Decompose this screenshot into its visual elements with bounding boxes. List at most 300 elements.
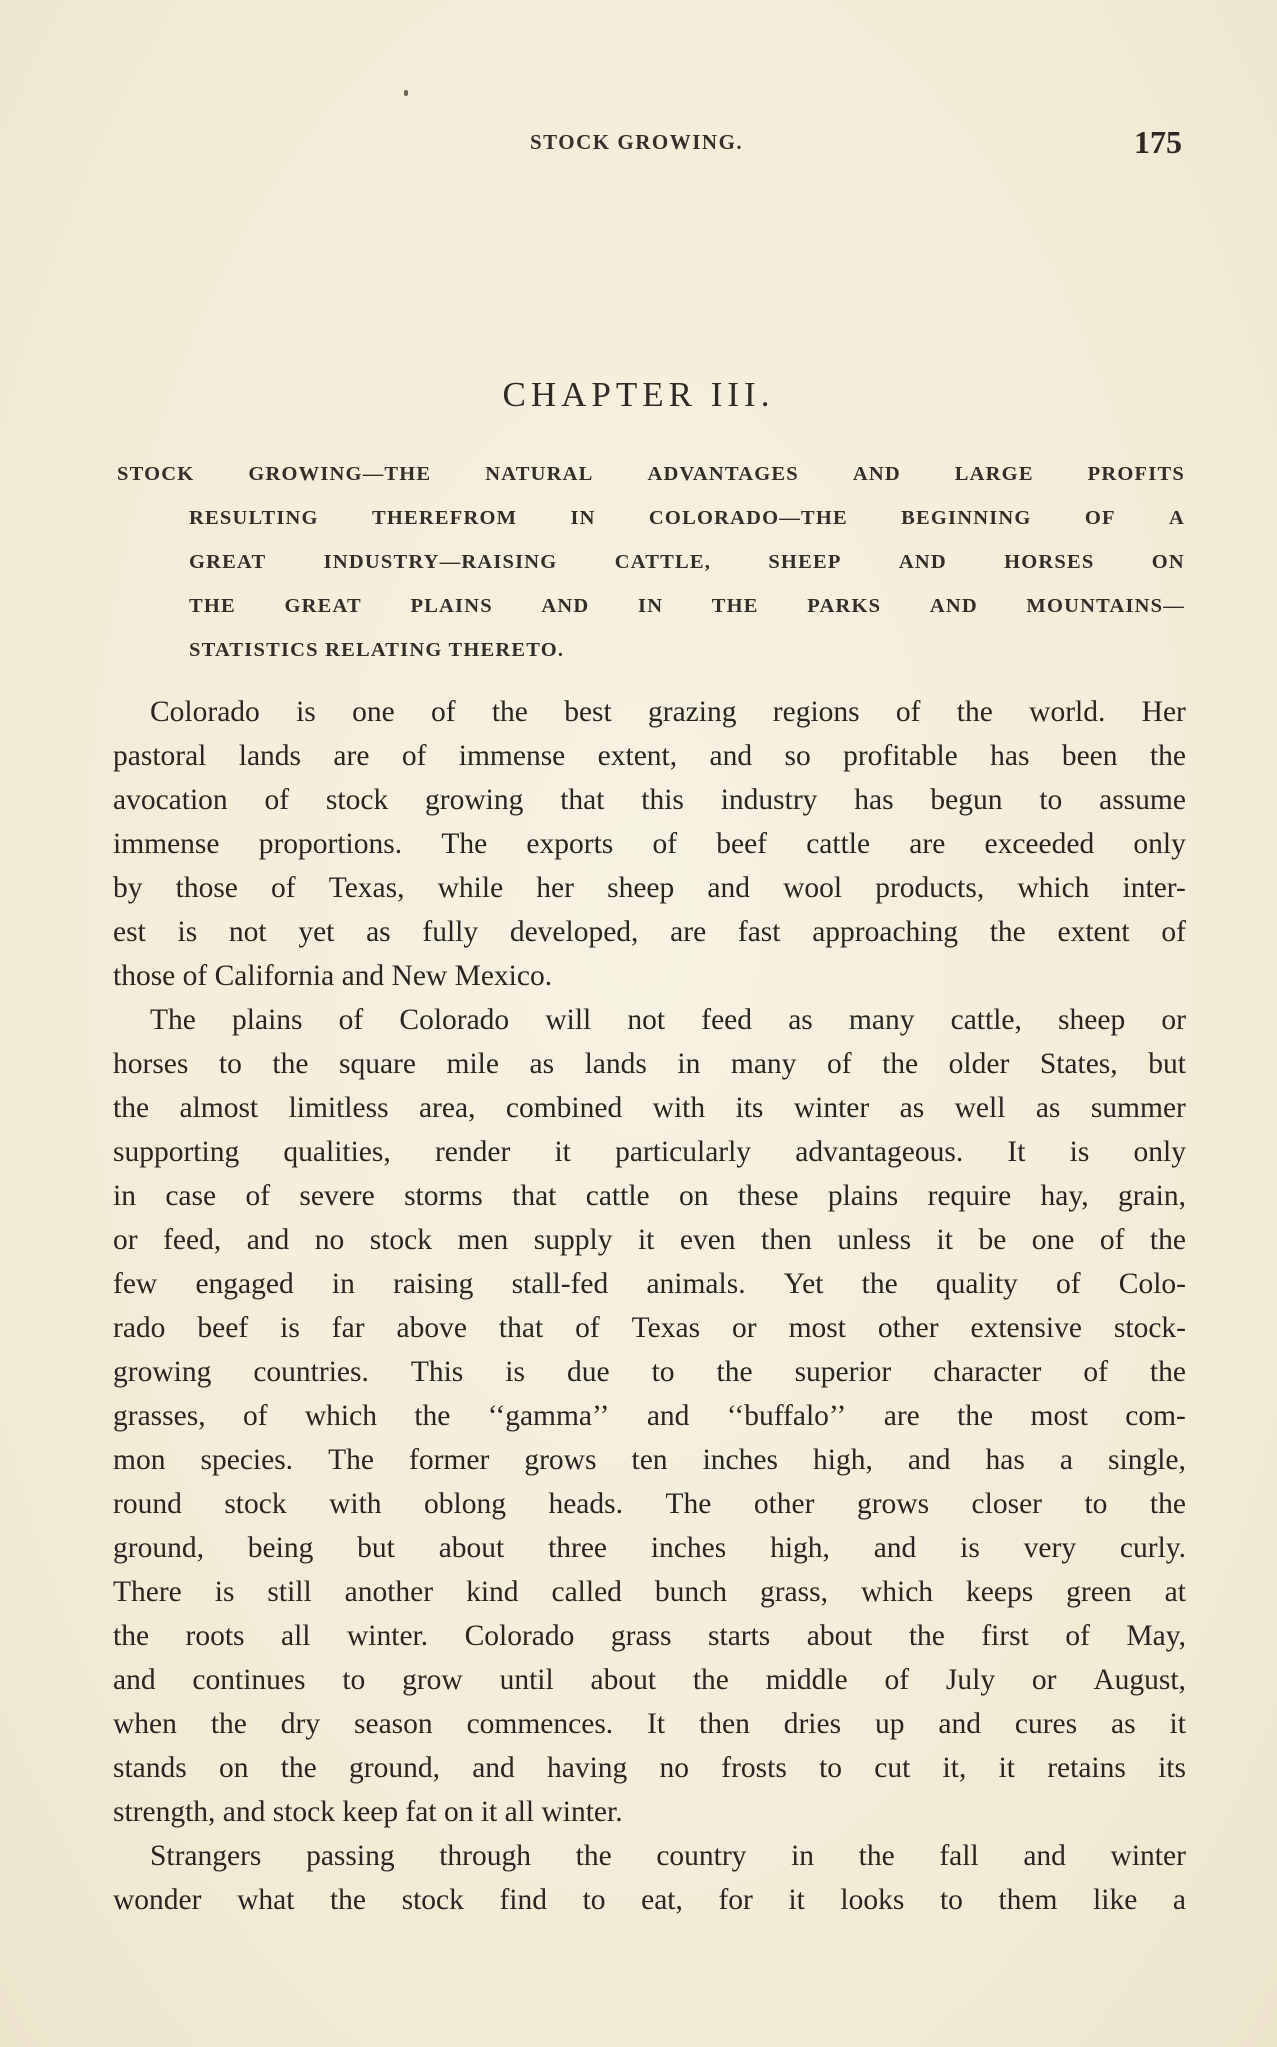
word: immense xyxy=(113,828,220,860)
page-number: 175 xyxy=(1134,124,1182,160)
word: most xyxy=(788,1312,846,1344)
word: not xyxy=(228,916,267,948)
word: which xyxy=(860,1576,934,1608)
word: first xyxy=(981,1620,1029,1652)
word: to xyxy=(819,1752,843,1784)
word: mile xyxy=(446,1048,499,1080)
word: ground, xyxy=(349,1752,440,1784)
word: is xyxy=(1069,1136,1090,1168)
word: GREAT xyxy=(189,551,267,573)
word: superior xyxy=(794,1356,892,1388)
word: having xyxy=(547,1752,628,1784)
word: that xyxy=(512,1180,557,1212)
text-line xyxy=(113,1482,1186,1526)
word: has xyxy=(990,740,1030,772)
word: developed, xyxy=(509,916,639,948)
word: Colorado xyxy=(399,1004,510,1036)
word: no xyxy=(659,1752,690,1784)
word: BEGINNING xyxy=(901,507,1032,529)
word: not xyxy=(627,1004,666,1036)
synopsis-line xyxy=(189,584,1185,628)
word: are xyxy=(883,1400,920,1432)
word: grows xyxy=(524,1444,597,1476)
word: of xyxy=(575,1312,600,1344)
word: stock xyxy=(369,1224,433,1256)
word: beef xyxy=(197,1312,249,1344)
word: HORSES xyxy=(1004,551,1095,573)
word: feed xyxy=(701,1004,753,1036)
word: the xyxy=(692,1664,729,1696)
text-line xyxy=(113,822,1186,866)
word: cattle, xyxy=(950,1004,1022,1036)
word: being xyxy=(247,1532,314,1564)
word: extent, xyxy=(597,740,678,772)
word: few xyxy=(113,1268,158,1300)
text-line xyxy=(113,866,1186,910)
word: about xyxy=(590,1664,657,1696)
text-line xyxy=(113,778,1186,822)
word: frosts xyxy=(721,1752,787,1784)
word: retains xyxy=(1047,1752,1126,1784)
word: the xyxy=(861,1268,898,1300)
word: which xyxy=(1017,872,1090,904)
word: of xyxy=(338,1004,364,1036)
word: is xyxy=(214,1576,235,1608)
word: PARKS xyxy=(807,595,882,617)
word: particularly xyxy=(615,1136,752,1168)
word: when xyxy=(113,1708,177,1740)
word: winter. xyxy=(347,1620,429,1652)
word: with xyxy=(329,1488,382,1520)
word: MOUNTAINS— xyxy=(1026,595,1185,617)
word: ground, xyxy=(113,1532,204,1564)
word: that xyxy=(560,784,605,816)
word: AND xyxy=(898,551,947,573)
word: rado xyxy=(113,1312,166,1344)
word: are xyxy=(333,740,370,772)
word: inches xyxy=(702,1444,778,1476)
word: August, xyxy=(1093,1664,1186,1696)
word: or xyxy=(1031,1664,1057,1696)
word: The xyxy=(150,1004,196,1036)
word: Strangers xyxy=(150,1840,262,1872)
word: oblong xyxy=(424,1488,506,1520)
word: kind xyxy=(466,1576,519,1608)
word: as xyxy=(529,1048,555,1080)
word: Colo- xyxy=(1118,1268,1186,1300)
text-line xyxy=(113,1570,1186,1614)
word: engaged xyxy=(195,1268,294,1300)
word: three xyxy=(548,1532,608,1564)
word: supply xyxy=(533,1224,613,1256)
word: single, xyxy=(1108,1444,1186,1476)
word: extent xyxy=(1057,916,1130,948)
word: cattle xyxy=(806,828,871,860)
word: LARGE xyxy=(954,463,1034,485)
word: extensive xyxy=(970,1312,1082,1344)
word: find xyxy=(499,1884,547,1916)
word: up xyxy=(874,1708,905,1740)
word: round xyxy=(113,1488,182,1520)
word: has xyxy=(854,784,894,816)
word: about xyxy=(806,1620,873,1652)
word: quality xyxy=(935,1268,1018,1300)
word: Texas xyxy=(631,1312,701,1344)
word: ‘‘buffalo’’ xyxy=(726,1400,847,1432)
word: by xyxy=(113,872,143,904)
word: in xyxy=(677,1048,701,1080)
word: Colorado xyxy=(150,696,260,728)
word: May, xyxy=(1126,1620,1186,1652)
word: avocation xyxy=(113,784,228,816)
word: limitless xyxy=(288,1092,389,1124)
word: passing xyxy=(306,1840,395,1872)
text-line xyxy=(150,998,1186,1042)
word: world. xyxy=(1029,696,1106,728)
word: States, xyxy=(1039,1048,1118,1080)
word: but xyxy=(1148,1048,1186,1080)
word: unless xyxy=(837,1224,912,1256)
word: grazing xyxy=(648,696,737,728)
word: This xyxy=(410,1356,464,1388)
word: winter xyxy=(793,1092,870,1124)
ink-speck xyxy=(404,90,408,96)
word: lands xyxy=(584,1048,647,1080)
word: is xyxy=(177,916,198,948)
word: regions xyxy=(772,696,860,728)
text-line xyxy=(150,690,1186,734)
text-line xyxy=(113,1042,1186,1086)
word: former xyxy=(409,1444,490,1476)
word: dry xyxy=(280,1708,321,1740)
word: the xyxy=(908,1620,945,1652)
word: the xyxy=(575,1840,612,1872)
word: the xyxy=(716,1356,753,1388)
word: supporting xyxy=(113,1136,240,1168)
word: It xyxy=(1007,1136,1026,1168)
word: as xyxy=(366,916,391,948)
word: while xyxy=(437,872,504,904)
word: advantageous. xyxy=(795,1136,964,1168)
synopsis-line xyxy=(189,540,1185,584)
text-line xyxy=(113,1394,1186,1438)
word: plains xyxy=(232,1004,303,1036)
word: about xyxy=(438,1532,505,1564)
text-line xyxy=(113,1086,1186,1130)
word: OF xyxy=(1084,507,1116,529)
word: There xyxy=(113,1576,182,1608)
word: plains xyxy=(827,1180,899,1212)
word: It xyxy=(647,1708,666,1740)
word: the xyxy=(1149,740,1186,772)
word: cures xyxy=(1014,1708,1078,1740)
word: starts xyxy=(708,1620,771,1652)
word: grow xyxy=(402,1664,463,1696)
word: Yet xyxy=(783,1268,824,1300)
word: industry xyxy=(720,784,818,816)
text-line xyxy=(113,1878,1186,1922)
word: almost xyxy=(179,1092,259,1124)
word: countries. xyxy=(253,1356,369,1388)
word: on xyxy=(678,1180,709,1212)
word: above xyxy=(396,1312,467,1344)
word: immense xyxy=(458,740,566,772)
word: the xyxy=(113,1620,150,1652)
word: of xyxy=(1056,1268,1081,1300)
word: called xyxy=(551,1576,622,1608)
word: THE xyxy=(189,595,236,617)
word: combined xyxy=(505,1092,623,1124)
word: of xyxy=(652,828,678,860)
word: high, xyxy=(770,1532,830,1564)
word: dries xyxy=(783,1708,842,1740)
word: grows xyxy=(856,1488,930,1520)
word: grasses, xyxy=(113,1400,206,1432)
word: is xyxy=(960,1532,980,1564)
word: and xyxy=(113,1664,156,1696)
text-line xyxy=(113,1130,1186,1174)
word: with xyxy=(652,1092,706,1124)
text-line xyxy=(113,1614,1186,1658)
word: species. xyxy=(200,1444,294,1476)
word: commences. xyxy=(466,1708,614,1740)
word: area, xyxy=(418,1092,476,1124)
word: its xyxy=(735,1092,764,1124)
word: raising xyxy=(393,1268,474,1300)
word: these xyxy=(737,1180,799,1212)
word: wool xyxy=(783,872,843,904)
word: it xyxy=(936,1224,953,1256)
text-line xyxy=(113,1174,1186,1218)
word: older xyxy=(948,1048,1010,1080)
word: is xyxy=(505,1356,525,1388)
word: to xyxy=(582,1884,606,1916)
word: the xyxy=(329,1884,367,1916)
word: of xyxy=(884,1664,910,1696)
word: Her xyxy=(1141,696,1186,728)
word: COLORADO—THE xyxy=(648,507,848,529)
word: as xyxy=(1035,1092,1061,1124)
word: men xyxy=(457,1224,509,1256)
word: CATTLE, xyxy=(614,551,712,573)
word: in xyxy=(113,1180,136,1212)
word: The xyxy=(328,1444,374,1476)
word: of xyxy=(264,784,290,816)
word: one xyxy=(352,696,395,728)
word: of xyxy=(826,1048,852,1080)
word: SHEEP xyxy=(768,551,842,573)
word: are xyxy=(909,828,946,860)
word: render xyxy=(434,1136,511,1168)
word: or xyxy=(732,1312,757,1344)
word: growing xyxy=(425,784,524,816)
text-line xyxy=(113,1658,1186,1702)
word: as xyxy=(788,1004,813,1036)
word: exports xyxy=(526,828,614,860)
word: continues xyxy=(192,1664,306,1696)
word: approaching xyxy=(812,916,959,948)
word: mon xyxy=(113,1444,166,1476)
word: stall-fed xyxy=(511,1268,609,1300)
word: one xyxy=(1031,1224,1075,1256)
word: stock xyxy=(224,1488,287,1520)
word: well xyxy=(954,1092,1006,1124)
word: IN xyxy=(570,507,596,529)
word: has xyxy=(985,1444,1025,1476)
word: been xyxy=(1061,740,1118,772)
word: and xyxy=(873,1532,917,1564)
word: lands xyxy=(238,740,302,772)
text-line xyxy=(113,734,1186,778)
word: of xyxy=(245,1180,271,1212)
word: but xyxy=(357,1532,395,1564)
word: grain, xyxy=(1117,1180,1186,1212)
word: and xyxy=(938,1708,981,1740)
word: beef xyxy=(716,828,767,860)
word: est xyxy=(113,916,146,948)
word: of xyxy=(242,1400,268,1432)
running-head: STOCK GROWING. xyxy=(530,130,744,154)
word: IN xyxy=(638,595,664,617)
word: summer xyxy=(1090,1092,1186,1124)
word: Texas, xyxy=(328,872,405,904)
word: season xyxy=(354,1708,433,1740)
word: it, xyxy=(942,1752,967,1784)
word: grass, xyxy=(759,1576,828,1608)
word: in xyxy=(791,1840,815,1872)
word: the xyxy=(491,696,528,728)
word: sheep xyxy=(607,872,675,904)
word: that xyxy=(498,1312,544,1344)
text-line xyxy=(113,1526,1186,1570)
word: fall xyxy=(939,1840,979,1872)
word: of xyxy=(430,696,456,728)
chapter-synopsis xyxy=(117,452,1185,672)
word: and xyxy=(707,872,750,904)
word: AND xyxy=(852,463,901,485)
word: square xyxy=(338,1048,416,1080)
text-line: those of California and New Mexico. xyxy=(113,960,553,992)
word: then xyxy=(761,1224,812,1256)
word: are xyxy=(670,916,707,948)
word: grass xyxy=(610,1620,672,1652)
word: and xyxy=(709,740,753,772)
word: be xyxy=(978,1224,1007,1256)
word: them xyxy=(998,1884,1058,1916)
word: the xyxy=(882,1048,919,1080)
word: and xyxy=(472,1752,515,1784)
word: to xyxy=(342,1664,366,1696)
word: GREAT xyxy=(284,595,362,617)
word: stands xyxy=(113,1752,187,1784)
word: exceeded xyxy=(984,828,1095,860)
word: many xyxy=(730,1048,797,1080)
word: and xyxy=(907,1444,951,1476)
word: those xyxy=(175,872,238,904)
word: on xyxy=(218,1752,249,1784)
word: to xyxy=(1084,1488,1108,1520)
word: of xyxy=(1065,1620,1090,1652)
word: it xyxy=(554,1136,571,1168)
word: cattle xyxy=(585,1180,650,1212)
word: then xyxy=(699,1708,750,1740)
word: it xyxy=(1169,1708,1186,1740)
word: com- xyxy=(1125,1400,1186,1432)
word: her xyxy=(536,872,574,904)
word: the xyxy=(113,1092,150,1124)
word: character xyxy=(933,1356,1042,1388)
word: middle xyxy=(765,1664,848,1696)
word: inter- xyxy=(1122,872,1186,904)
word: and xyxy=(646,1400,690,1432)
word: bunch xyxy=(654,1576,727,1608)
word: to xyxy=(651,1356,675,1388)
word: it xyxy=(998,1752,1015,1784)
word: begun xyxy=(930,784,1003,816)
word: sheep xyxy=(1058,1004,1126,1036)
word: at xyxy=(1164,1576,1186,1608)
word: the xyxy=(280,1752,317,1784)
word: PLAINS xyxy=(410,595,493,617)
word: RESULTING xyxy=(189,507,319,529)
word: fully xyxy=(422,916,479,948)
word: roots xyxy=(185,1620,245,1652)
word: the xyxy=(989,916,1026,948)
word: wonder xyxy=(113,1884,202,1916)
word: A xyxy=(1168,507,1185,529)
word: the xyxy=(1149,1356,1186,1388)
word: the xyxy=(957,1400,994,1432)
word: products, xyxy=(875,872,985,904)
word: which xyxy=(304,1400,377,1432)
word: even xyxy=(679,1224,736,1256)
word: winter xyxy=(1110,1840,1186,1872)
word: hay, xyxy=(1040,1180,1089,1212)
word: storms xyxy=(404,1180,483,1212)
word: Colorado xyxy=(464,1620,575,1652)
word: of xyxy=(401,740,427,772)
word: curly. xyxy=(1119,1532,1186,1564)
word: only xyxy=(1133,1136,1186,1168)
word: the xyxy=(956,696,993,728)
word: all xyxy=(281,1620,311,1652)
word: assume xyxy=(1099,784,1186,816)
word: animals. xyxy=(646,1268,746,1300)
word: growing xyxy=(113,1356,212,1388)
word: horses xyxy=(113,1048,189,1080)
word: as xyxy=(1111,1708,1136,1740)
word: PROFITS xyxy=(1087,463,1185,485)
word: no xyxy=(314,1224,345,1256)
word: other xyxy=(753,1488,815,1520)
word: the xyxy=(1149,1224,1186,1256)
word: only xyxy=(1133,828,1186,860)
word: to xyxy=(939,1884,963,1916)
word: fast xyxy=(737,916,781,948)
word: AND xyxy=(929,595,978,617)
word: of xyxy=(271,872,296,904)
word: severe xyxy=(299,1180,375,1212)
word: qualities, xyxy=(283,1136,391,1168)
word: due xyxy=(566,1356,610,1388)
word: feed, xyxy=(163,1224,222,1256)
word: another xyxy=(344,1576,434,1608)
word: so xyxy=(784,740,811,772)
word: inches xyxy=(650,1532,727,1564)
text-line xyxy=(113,1262,1186,1306)
text-line xyxy=(113,1350,1186,1394)
body-text xyxy=(113,690,1186,1922)
